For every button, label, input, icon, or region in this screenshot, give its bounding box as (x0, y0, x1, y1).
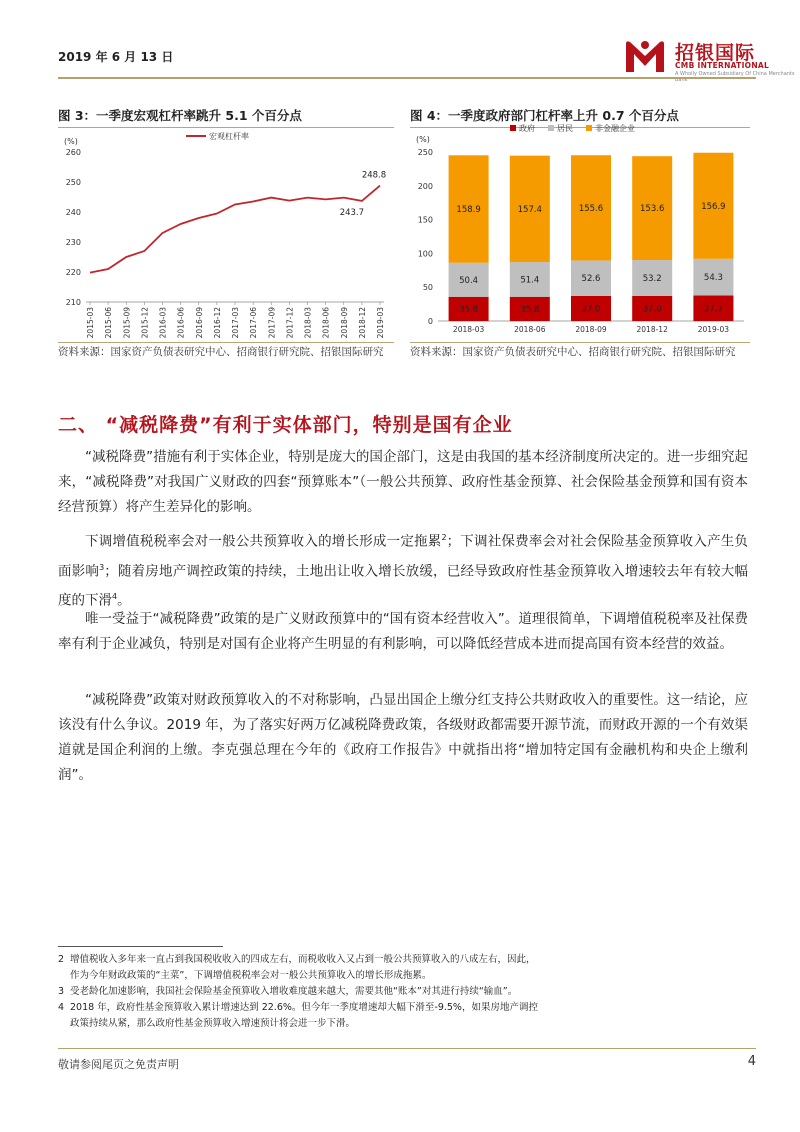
fig3-x-tick-2018-12: 2018-12 (357, 307, 367, 339)
fig4-legend-label-2: 非金融企业 (595, 124, 635, 133)
fig3-x-tick-2015-03: 2015-03 (86, 307, 95, 339)
fig4-x-tick-2018-06: 2018-06 (514, 325, 546, 334)
footnote-3-line1: 受老龄化加速影响，我国社会保险基金预算收入增收难度越来越大，需要其他“账本”对其进行持续“输血”。 (70, 986, 518, 997)
fig4-data-label-2018-03-0: 35.8 (459, 304, 479, 315)
fig4-data-label-2018-06-0: 35.8 (520, 304, 540, 315)
footnote-ref-2: 2 (441, 533, 447, 542)
fig3-x-tick-2019-03: 2019-03 (376, 307, 385, 339)
footnote-3 (58, 984, 758, 1000)
logo-name-cn: 招银国际 (675, 42, 756, 64)
paragraph-2-text-c: ；随着房地产调控政策的持续，土地出让收入增长放缓，已经导致政府性基金预算收入增速较去年有较大幅度的下滑 (58, 563, 749, 609)
fig3-x-tick-2017-06: 2017-06 (249, 307, 259, 339)
fig3-x-tick-2015-06: 2015-06 (104, 307, 114, 339)
fig4-legend-swatch-2 (586, 125, 592, 131)
fig3-legend-label: 宏观杠杆率 (209, 132, 249, 141)
fig3-title: 图 3：一季度宏观杠杆率跳升 5.1 个百分点 (58, 108, 302, 123)
fig4-x-tick-2018-09: 2018-09 (575, 325, 607, 334)
fig3-data-label-243.7: 243.7 (339, 207, 365, 218)
fig3-x-tick-2017-03: 2017-03 (231, 307, 240, 339)
footnote-4-line1: 2018 年，政府性基金预算收入累计增速达到 22.6%。但今年一季度增速却大幅下滑至-9.5%，如果房地产调控 (70, 1002, 538, 1013)
paragraph-2-text-a: 下调增值税税率会对一般公共预算收入的增长形成一定拖累 (85, 533, 442, 550)
fig3-y-tick-250: 250 (65, 178, 81, 187)
fig4-source: 资料来源：国家资产负债表研究中心、招商银行研究院、招银国际研究 (410, 346, 736, 358)
header-divider (58, 77, 756, 79)
fig3-x-tick-2015-09: 2015-09 (122, 307, 132, 339)
fig3-x-tick-2016-09: 2016-09 (194, 307, 204, 339)
fig3-x-tick-2017-09: 2017-09 (267, 307, 277, 339)
fig3-x-tick-2016-03: 2016-03 (158, 307, 168, 339)
footnote-divider (58, 946, 223, 947)
fig4-y-tick-250: 250 (417, 148, 433, 157)
fig3-y-tick-260: 260 (65, 148, 81, 157)
fig4-data-label-2018-06-2: 157.4 (517, 204, 542, 215)
fig3-title-rule (58, 127, 394, 128)
fig4-x-tick-2019-03: 2019-03 (697, 325, 730, 334)
footnote-4-line2: 政策持续从紧，那么政府性基金预算收入增速预计将会进一步下滑。 (70, 1018, 356, 1029)
fig4-data-label-2018-12-0: 37.0 (642, 304, 662, 315)
fig4-legend-label-1: 居民 (557, 124, 573, 133)
fig4-data-label-2019-03-2: 156.9 (701, 201, 726, 212)
fig3-x-tick-2016-12: 2016-12 (212, 307, 222, 339)
paragraph-4: “减税降费”政策对财政预算收入的不对称影响，凸显出国企上缴分红支持公共财政收入的重要性。这一结论，应该没有什么争议。2019 年，为了落实好两万亿减税降费政策，各级财政都需要开源节流，而财政开源的一个有效渠道就是国企利润的上缴。李克强总理在今年的《政府工作报告》中就指出将“增加特定国有金融机构和央企上缴利润”。 (58, 692, 748, 783)
paragraph-2 (58, 525, 748, 614)
fig4-legend-swatch-1 (548, 125, 554, 131)
fig4-data-label-2018-09-2: 155.6 (578, 203, 604, 214)
fig3-source-rule (58, 342, 394, 343)
cmbi-logo-icon (622, 36, 668, 76)
fig4-data-label-2018-09-0: 37.0 (581, 304, 601, 315)
fig4-data-label-2018-03-1: 50.4 (459, 275, 479, 286)
footnote-2-number: 2 (58, 954, 65, 965)
fig4-x-tick-2018-03: 2018-03 (452, 325, 485, 334)
fig4-stacked-bar-chart (410, 120, 750, 340)
fig3-x-tick-2017-12: 2017-12 (285, 307, 295, 339)
fig3-y-tick-210: 210 (65, 298, 81, 307)
paragraph-3: 唯一受益于“减税降费”政策的是广义财政预算中的“国有资本经营收入”。道理很简单，下调增值税税率及社保费率有利于企业减负，特别是对国有企业将产生明显的有利影响，可以降低经营成本进而提高国有资本经营的效益。 (58, 611, 748, 652)
footer-divider (58, 1048, 756, 1049)
fig4-y-unit: (%) (416, 135, 430, 144)
footnote-3-number: 3 (58, 986, 65, 997)
fig3-y-unit: (%) (64, 137, 78, 146)
fig4-y-tick-50: 50 (422, 283, 433, 293)
fig3-y-tick-220: 220 (65, 268, 81, 277)
footnote-ref-3: 3 (99, 562, 105, 572)
footnote-4 (58, 1000, 758, 1032)
page-number: 4 (747, 1054, 756, 1069)
paragraph-1: “减税降费”措施有利于实体企业，特别是庞大的国企部门，这是由我国的基本经济制度所决定的。进一步细究起来，“减税降费”对我国广义财政的四套“预算账本”（一般公共预算、政府性基金预算、社会保险基金预算和国有资本经营预算）将产生差异化的影响。 (58, 449, 748, 515)
fig4-y-tick-100: 100 (417, 249, 433, 259)
fig4-y-tick-150: 150 (417, 215, 433, 225)
fig4-x-tick-2018-12: 2018-12 (636, 325, 668, 334)
fig3-x-tick-2018-06: 2018-06 (321, 307, 331, 339)
fig4-y-tick-0: 0 (427, 317, 433, 326)
footnote-4-number: 4 (58, 1002, 65, 1013)
footnote-2 (58, 952, 758, 984)
footer-disclaimer: 敬请参阅尾页之免责声明 (58, 1058, 179, 1071)
fig3-x-tick-2018-03: 2018-03 (303, 307, 313, 339)
fig4-data-label-2018-06-1: 51.4 (520, 275, 540, 286)
footnote-ref-4: 4 (112, 592, 118, 601)
paragraph-2-text-d: 。 (117, 592, 131, 609)
section-heading: 二、 “减税降费”有利于实体部门，特别是国有企业 (58, 414, 513, 436)
fig4-title: 图 4：一季度政府部门杠杆率上升 0.7 个百分点 (410, 108, 679, 123)
fig3-x-tick-2018-09: 2018-09 (339, 307, 349, 339)
fig4-data-label-2018-12-1: 53.2 (642, 274, 662, 285)
fig3-data-label-248.8: 248.8 (361, 170, 387, 181)
fig3-y-tick-240: 240 (65, 208, 81, 217)
fig4-legend-label-0: 政府 (519, 124, 535, 133)
report-date: 2019 年 6 月 13 日 (58, 50, 174, 64)
fig4-data-label-2019-03-0: 37.7 (703, 304, 723, 315)
footnote-2-line2: 作为今年财政政策的“主菜”，下调增值税税率会对一般公共预算收入的增长形成拖累。 (70, 970, 432, 981)
fig4-data-label-2019-03-1: 54.3 (703, 273, 723, 284)
fig4-legend-swatch-0 (510, 125, 516, 131)
fig3-y-tick-230: 230 (65, 238, 81, 247)
logo-name-en: CMB INTERNATIONAL (675, 61, 770, 70)
fig4-y-tick-200: 200 (417, 181, 433, 191)
fig4-data-label-2018-09-1: 52.6 (581, 274, 601, 285)
fig4-data-label-2018-12-2: 153.6 (640, 204, 665, 215)
footnote-2-line1: 增值税收入多年来一直占到我国税收收入的四成左右，而税收收入又占到一般公共预算收入的八成左右，因此， (70, 954, 536, 965)
paragraph-2-text-b: ；下调社保费率会对社会保险基金预算收入产生负面影响 (58, 533, 749, 579)
fig3-source: 资料来源：国家资产负债表研究中心、招商银行研究院、招银国际研究 (58, 346, 384, 358)
fig3-x-tick-2016-06: 2016-06 (176, 307, 186, 339)
fig3-line-chart (58, 130, 394, 340)
fig3-series-line (90, 186, 380, 273)
logo-subtitle: A Wholly Owned Subsidiary Of China Merchants Bank (675, 71, 795, 83)
fig3-x-tick-2015-12: 2015-12 (140, 307, 150, 339)
fig4-source-rule (410, 342, 750, 343)
fig4-data-label-2018-03-2: 158.9 (456, 205, 481, 216)
